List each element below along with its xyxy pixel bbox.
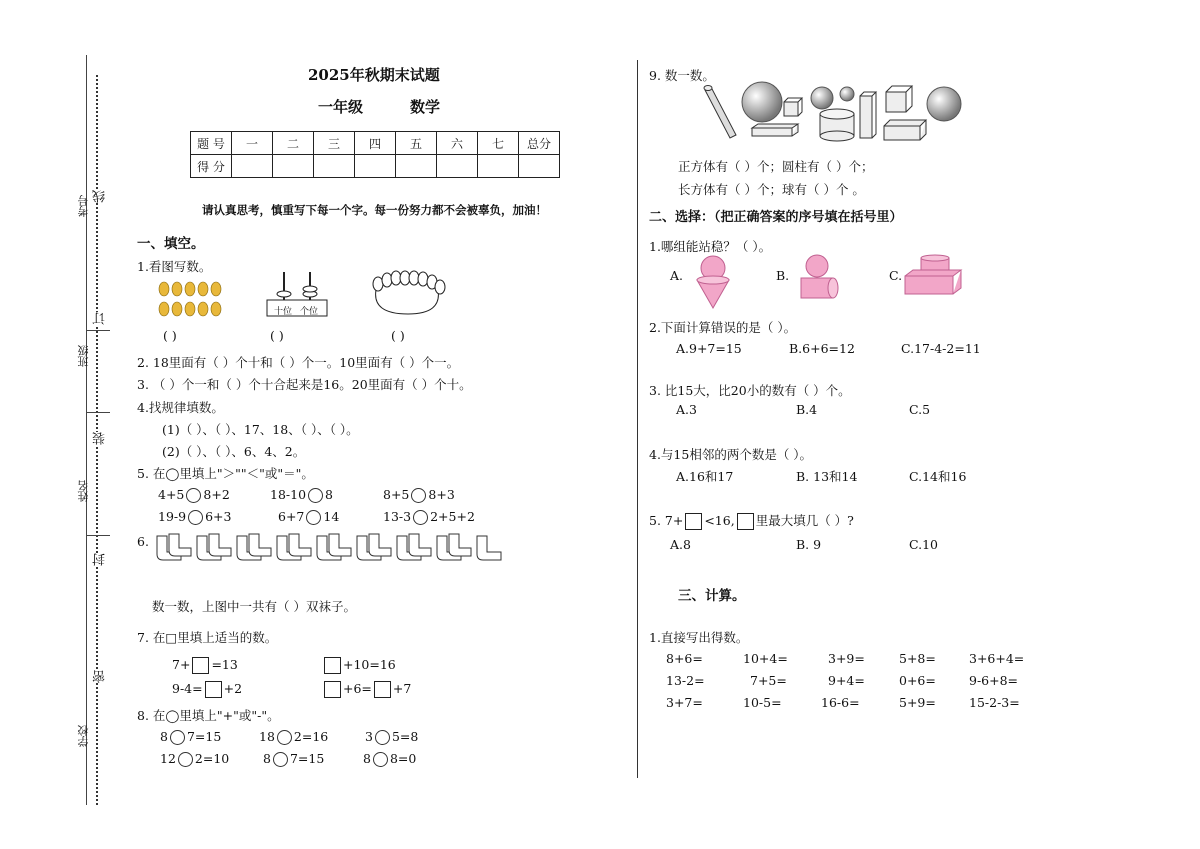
score-cell: 总分 — [519, 132, 560, 155]
compare-circle[interactable] — [413, 510, 428, 525]
q7-expr: +2 — [223, 681, 243, 696]
q5-expr: 6+7 — [278, 509, 305, 524]
q5-expr: 4+5 — [158, 487, 185, 502]
c1-opt-a[interactable]: A. — [670, 268, 684, 283]
answer-box[interactable] — [205, 681, 222, 698]
xian-label: 线 — [93, 190, 108, 203]
q2-text: 2. 18里面有（ ）个十和（ ）个一。10里面有（ ）个一。 — [137, 355, 460, 370]
q1-label: 1.看图写数。 — [137, 259, 212, 274]
q8-expr: 12 — [160, 751, 176, 766]
c1-text: 1.哪组能站稳？（ ）。 — [649, 239, 772, 254]
calc-q1-text: 1.直接写出得数。 — [649, 630, 749, 645]
answer-box[interactable] — [685, 513, 702, 530]
kaohao-label: 考号 — [77, 195, 90, 217]
q8-row1a — [160, 729, 221, 745]
q5-row-1 — [158, 487, 230, 503]
q5-expr: 2+5+2 — [430, 509, 475, 524]
q6-number: 6. — [137, 534, 149, 549]
q8-expr: 7=15 — [186, 729, 222, 744]
socks-image — [153, 530, 503, 568]
q9-line2: 长方体有（ ）个；球有（ ）个 。 — [678, 182, 865, 197]
calc-item: 10+4= — [743, 651, 788, 666]
abacus-tens-label: 十位 — [274, 307, 293, 317]
ding-label: 订 — [93, 312, 108, 325]
answer-box[interactable] — [737, 513, 754, 530]
margin-rule — [86, 412, 110, 413]
c1-opt-c[interactable]: C. — [889, 268, 903, 283]
subject-label: 数学 — [410, 98, 441, 116]
q5-row-2 — [158, 509, 231, 525]
q7-expr: 9-4= — [172, 681, 203, 696]
q9-text: 9. 数一数。 — [649, 68, 715, 83]
q8-expr: 2=10 — [194, 751, 230, 766]
answer-box[interactable] — [192, 657, 209, 674]
answer-box[interactable] — [324, 681, 341, 698]
q8-row2c — [363, 751, 416, 767]
score-cell: 五 — [396, 132, 437, 155]
op-circle[interactable] — [273, 752, 288, 767]
c2-opt-a[interactable]: A.9+7=15 — [676, 341, 742, 356]
q9-line1: 正方体有（ ）个；圆柱有（ ）个； — [678, 159, 874, 174]
score-header-row — [191, 132, 560, 155]
compare-circle[interactable] — [308, 488, 323, 503]
c4-opt-b[interactable]: B. 13和14 — [796, 469, 858, 484]
calc-item: 3+7= — [666, 695, 703, 710]
answer-box[interactable] — [374, 681, 391, 698]
margin-rule — [86, 535, 110, 536]
q8-row1c — [365, 729, 418, 745]
c5-part: 5. 7+ — [649, 513, 684, 528]
score-cell: 六 — [437, 132, 478, 155]
op-circle[interactable] — [277, 730, 292, 745]
calc-item: 16-6= — [821, 695, 860, 710]
calc-item: 9+4= — [828, 673, 865, 688]
section-choice-heading: 二、选择：（把正确答案的序号填在括号里） — [649, 210, 903, 225]
grade-label: 一年级 — [318, 98, 364, 116]
score-cell: 四 — [355, 132, 396, 155]
q5-text: 5. 在◯里填上"＞""＜"或"＝"。 — [137, 466, 314, 481]
score-cell: 三 — [314, 132, 355, 155]
q8-expr: 8=0 — [389, 751, 417, 766]
encouragement-note: 请认真思考，慎重写下每一个字。每一份努力都不会被辜负，加油！ — [202, 203, 547, 217]
q1-blank-3[interactable]: ( ) — [391, 328, 405, 343]
q7-text: 7. 在□里填上适当的数。 — [137, 630, 278, 645]
q5-expr: 14 — [323, 509, 340, 524]
c2-opt-c[interactable]: C.17-4-2=11 — [901, 341, 981, 356]
op-circle[interactable] — [178, 752, 193, 767]
compare-circle[interactable] — [306, 510, 321, 525]
score-input-cell[interactable] — [396, 155, 437, 178]
c2-text: 2.下面计算错误的是（ ）。 — [649, 320, 797, 335]
q8-expr: 8 — [263, 751, 271, 766]
c5-text — [649, 511, 854, 530]
c3-opt-b[interactable]: B.4 — [796, 402, 818, 417]
compare-circle[interactable] — [186, 488, 201, 503]
margin-solid-line — [86, 55, 87, 805]
calc-item: 8+6= — [666, 651, 703, 666]
q8-expr: 8 — [160, 729, 168, 744]
c5-opt-c[interactable]: C.10 — [909, 537, 938, 552]
q8-row2a — [160, 751, 229, 767]
q6-text: 数一数，上图中一共有（ ）双袜子。 — [152, 599, 356, 614]
xuexiao-label: 学校 — [77, 725, 90, 747]
pears-image — [157, 276, 227, 318]
q5-row-1b — [270, 487, 333, 503]
beads-image — [368, 270, 448, 320]
score-row-label: 得 分 — [191, 155, 232, 178]
calc-item: 0+6= — [899, 673, 936, 688]
score-row — [191, 155, 560, 178]
section-calc-heading: 三、计算。 — [678, 588, 746, 604]
op-circle[interactable] — [375, 730, 390, 745]
q4a-text: (1)（ ）、（ ）、17、18、（ ）、（ ）。 — [162, 422, 359, 437]
q5-row-2c — [383, 509, 475, 525]
q7-expr: +6= — [343, 681, 372, 696]
shape-sphere-on-cylinder — [797, 254, 843, 300]
op-circle[interactable] — [170, 730, 185, 745]
section-fill-heading: 一、填空。 — [137, 236, 205, 252]
q8-expr: 7=15 — [289, 751, 325, 766]
calc-item: 3+9= — [828, 651, 865, 666]
compare-circle[interactable] — [411, 488, 426, 503]
score-input-cell[interactable] — [355, 155, 396, 178]
score-input-cell[interactable] — [273, 155, 314, 178]
compare-circle[interactable] — [188, 510, 203, 525]
c3-text: 3. 比15大，比20小的数有（ ）个。 — [649, 383, 851, 398]
q8-expr: 18 — [259, 729, 275, 744]
calc-item: 5+9= — [899, 695, 936, 710]
c3-opt-a[interactable]: A.3 — [676, 402, 697, 417]
q5-row-2b — [278, 509, 339, 525]
c4-text: 4.与15相邻的两个数是（ ）。 — [649, 447, 813, 462]
q5-expr: 18-10 — [270, 487, 307, 502]
q8-expr: 8 — [363, 751, 371, 766]
calc-item: 10-5= — [743, 695, 782, 710]
q8-text: 8. 在◯里填上"+"或"-"。 — [137, 708, 280, 723]
c2-opt-b[interactable]: B.6+6=12 — [789, 341, 855, 356]
q5-expr: 8+2 — [203, 487, 230, 502]
score-table — [190, 131, 560, 178]
margin-rule — [86, 330, 110, 331]
calc-item: 13-2= — [666, 673, 705, 688]
score-cell: 题 号 — [191, 132, 232, 155]
q7-expr: 7+ — [172, 657, 191, 672]
q8-expr: 2=16 — [293, 729, 329, 744]
answer-box[interactable] — [324, 657, 341, 674]
q4-text: 4.找规律填数。 — [137, 400, 224, 415]
c4-opt-c[interactable]: C.14和16 — [909, 469, 967, 484]
c1-opt-b[interactable]: B. — [776, 268, 790, 283]
banji-label: 班级 — [77, 345, 90, 367]
solids-image — [700, 80, 970, 150]
score-input-cell[interactable] — [314, 155, 355, 178]
q5-expr: 8+3 — [428, 487, 455, 502]
q7-expr: +7 — [392, 681, 412, 696]
c5-part: 里最大填几（ ）? — [755, 513, 854, 528]
q7-line1b — [322, 657, 396, 674]
c5-opt-b[interactable]: B. 9 — [796, 537, 822, 552]
c3-opt-c[interactable]: C.5 — [909, 402, 931, 417]
c5-part: <16, — [704, 513, 735, 528]
q5-expr: 8+5 — [383, 487, 410, 502]
q5-expr: 13-3 — [383, 509, 412, 524]
q7-line2a — [172, 681, 242, 698]
q8-row1b — [259, 729, 328, 745]
q4b-text: (2)（ ）、（ ）、6、4、2。 — [162, 444, 306, 459]
q8-expr: 3 — [365, 729, 373, 744]
q7-expr: =13 — [211, 657, 238, 672]
abacus-ones-label: 个位 — [300, 307, 319, 317]
q1-blank-1[interactable]: ( ) — [163, 328, 177, 343]
q5-expr: 6+3 — [205, 509, 232, 524]
score-input-cell[interactable] — [519, 155, 560, 178]
q3-text: 3. （ ）个一和（ ）个十合起来是16。20里面有（ ）个十。 — [137, 377, 472, 392]
calc-item: 5+8= — [899, 651, 936, 666]
score-input-cell[interactable] — [232, 155, 273, 178]
q5-row-1c — [383, 487, 455, 503]
page-title: 2025年秋期末试题 — [308, 66, 440, 84]
c5-opt-a[interactable]: A.8 — [670, 537, 691, 552]
score-cell: 七 — [478, 132, 519, 155]
calc-item: 15-2-3= — [969, 695, 1020, 710]
mi-label: 密 — [93, 670, 108, 683]
q7-line2b — [322, 681, 411, 698]
q8-expr: 5=8 — [391, 729, 419, 744]
shape-sphere-on-cone — [693, 254, 733, 310]
shape-cylinder-on-cuboid — [903, 254, 963, 296]
q7-expr: +10=16 — [343, 657, 396, 672]
c4-opt-a[interactable]: A.16和17 — [676, 469, 734, 484]
xingming-label: 姓名 — [77, 480, 90, 502]
calc-item: 3+6+4= — [969, 651, 1025, 666]
score-cell: 二 — [273, 132, 314, 155]
calc-item: 7+5= — [750, 673, 787, 688]
feng-label: 封 — [93, 553, 108, 566]
calc-item: 9-6+8= — [969, 673, 1019, 688]
column-divider — [637, 60, 638, 778]
q1-blank-2[interactable]: ( ) — [270, 328, 284, 343]
score-input-cell[interactable] — [437, 155, 478, 178]
score-input-cell[interactable] — [478, 155, 519, 178]
score-cell: 一 — [232, 132, 273, 155]
q5-expr: 19-9 — [158, 509, 187, 524]
q8-row2b — [263, 751, 324, 767]
q5-expr: 8 — [325, 487, 333, 502]
op-circle[interactable] — [373, 752, 388, 767]
zhuang-label: 装 — [93, 432, 108, 445]
q7-line1a — [172, 657, 238, 674]
